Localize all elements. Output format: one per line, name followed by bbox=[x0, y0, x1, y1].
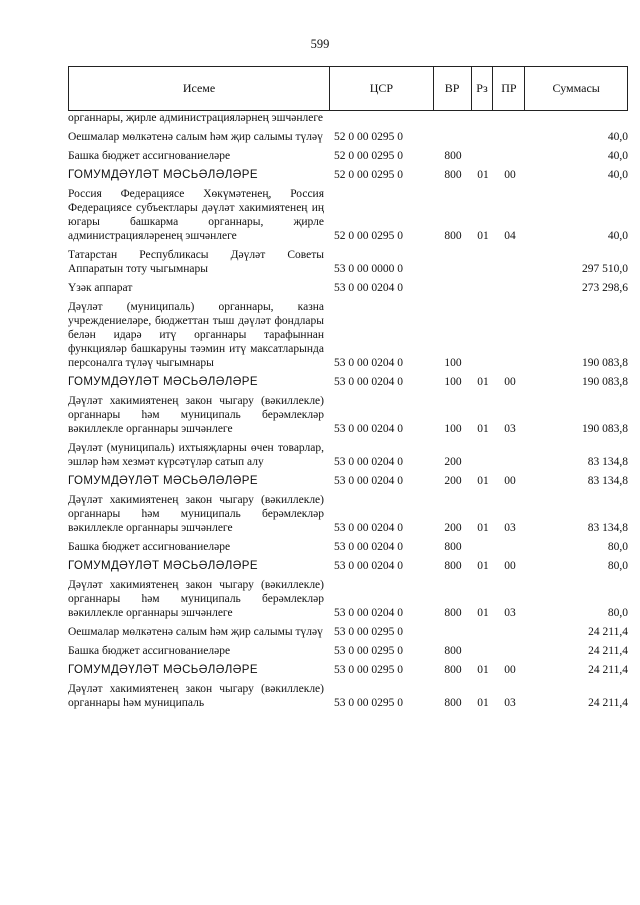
cell-name: Россия Федерациясе Хөкүмәтенең, Россия Федерациясе субъектлары дәүләт хакимиятенең иң югары башкарма органнары, җирле администрацияләренең эшчәнлеге bbox=[68, 188, 324, 242]
cell-sum: 83 134,8 bbox=[587, 475, 628, 487]
cell-vr: 800 bbox=[444, 560, 462, 572]
cell-name: Дәүләт хакимиятенең закон чыгару (вәкиллекле) органнары һәм муниципаль берәмлекләр вәкиллекле органнары эшчәнлеге bbox=[68, 494, 324, 534]
cell-name: Башка бюджет ассигнованиеләре bbox=[68, 541, 231, 553]
table-row bbox=[68, 493, 628, 535]
header-csr: ЦСР bbox=[330, 67, 434, 110]
cell-vr: 200 bbox=[444, 475, 462, 487]
cell-csr: 53 0 00 0204 0 bbox=[334, 456, 403, 468]
cell-vr: 100 bbox=[444, 376, 462, 388]
cell-sum: 24 211,4 bbox=[588, 697, 628, 709]
cell-rz: 01 bbox=[477, 664, 489, 676]
cell-rz: 01 bbox=[477, 607, 489, 619]
cell-sum: 190 083,8 bbox=[582, 376, 628, 388]
cell-rz: 01 bbox=[477, 169, 489, 181]
cell-sum: 24 211,4 bbox=[588, 626, 628, 638]
cell-name: органнары, җирле администрацияләрнең эшчәнлеге bbox=[68, 112, 324, 124]
table-row bbox=[68, 187, 628, 243]
cell-name: Башка бюджет ассигнованиеләре bbox=[68, 645, 231, 657]
cell-csr: 53 0 00 0204 0 bbox=[334, 522, 403, 534]
cell-sum: 83 134,8 bbox=[587, 522, 628, 534]
table-row bbox=[68, 130, 628, 144]
table-row bbox=[68, 111, 628, 125]
table-row bbox=[68, 644, 628, 658]
cell-pr: 00 bbox=[504, 664, 516, 676]
header-pr: ПР bbox=[493, 67, 525, 110]
table-row bbox=[68, 474, 628, 488]
cell-name: Дәүләт (муниципаль) ихтыяҗларны өчен товарлар, эшләр һәм хезмәт күрсәтүләр сатып алу bbox=[68, 442, 324, 468]
cell-vr: 800 bbox=[444, 697, 462, 709]
cell-pr: 03 bbox=[504, 423, 516, 435]
cell-pr: 04 bbox=[504, 230, 516, 242]
cell-sum: 24 211,4 bbox=[588, 664, 628, 676]
cell-csr: 52 0 00 0295 0 bbox=[334, 131, 403, 143]
cell-name: ГОМУМДӘҮЛӘТ МӘСЬӘЛӘЛӘРЕ bbox=[68, 664, 258, 676]
cell-csr: 53 0 00 0204 0 bbox=[334, 475, 403, 487]
cell-name: Үзәк аппарат bbox=[68, 282, 133, 294]
cell-sum: 40,0 bbox=[607, 230, 628, 242]
table-row bbox=[68, 149, 628, 163]
cell-sum: 40,0 bbox=[607, 131, 628, 143]
cell-name: Оешмалар мөлкәтенә салым һәм җир салымы түләү bbox=[68, 131, 323, 143]
cell-sum: 190 083,8 bbox=[582, 357, 628, 369]
cell-csr: 53 0 00 0204 0 bbox=[334, 541, 403, 553]
table-row bbox=[68, 559, 628, 573]
cell-sum: 83 134,8 bbox=[587, 456, 628, 468]
cell-vr: 800 bbox=[444, 664, 462, 676]
cell-sum: 273 298,6 bbox=[582, 282, 628, 294]
cell-pr: 03 bbox=[504, 522, 516, 534]
cell-pr: 00 bbox=[504, 169, 516, 181]
cell-csr: 53 0 00 0295 0 bbox=[334, 626, 403, 638]
cell-name: Дәүләт хакимиятенең закон чыгару (вәкиллекле) органнары һәм муниципаль берәмлекләр вәкиллекле органнары эшчәнлеге bbox=[68, 579, 324, 619]
cell-vr: 100 bbox=[444, 423, 462, 435]
cell-rz: 01 bbox=[477, 230, 489, 242]
cell-sum: 297 510,0 bbox=[582, 263, 628, 275]
cell-name: ГОМУМДӘҮЛӘТ МӘСЬӘЛӘЛӘРЕ bbox=[68, 475, 258, 487]
cell-name: ГОМУМДӘҮЛӘТ МӘСЬӘЛӘЛӘРЕ bbox=[68, 560, 258, 572]
table-row bbox=[68, 625, 628, 639]
cell-csr: 53 0 00 0204 0 bbox=[334, 560, 403, 572]
cell-csr: 53 0 00 0295 0 bbox=[334, 697, 403, 709]
budget-table bbox=[68, 66, 628, 710]
cell-rz: 01 bbox=[477, 376, 489, 388]
cell-csr: 53 0 00 0204 0 bbox=[334, 357, 403, 369]
cell-sum: 80,0 bbox=[607, 607, 628, 619]
cell-sum: 40,0 bbox=[607, 150, 628, 162]
table-body bbox=[68, 111, 628, 710]
cell-pr: 00 bbox=[504, 560, 516, 572]
cell-sum: 190 083,8 bbox=[582, 423, 628, 435]
page-number: 599 bbox=[310, 37, 330, 51]
cell-rz: 01 bbox=[477, 423, 489, 435]
cell-pr: 03 bbox=[504, 607, 516, 619]
cell-csr: 53 0 00 0204 0 bbox=[334, 282, 403, 294]
cell-sum: 80,0 bbox=[607, 541, 628, 553]
table-row bbox=[68, 441, 628, 469]
table-row bbox=[68, 248, 628, 276]
cell-name: Оешмалар мөлкәтенә салым һәм җир салымы түләү bbox=[68, 626, 323, 638]
cell-name: Дәүләт хакимиятенең закон чыгару (вәкиллекле) органнары һәм муниципаль берәмлекләр вәкиллекле органнары эшчәнлеге bbox=[68, 395, 324, 435]
cell-csr: 52 0 00 0295 0 bbox=[334, 169, 403, 181]
table-row bbox=[68, 281, 628, 295]
header-vr: ВР bbox=[434, 67, 472, 110]
cell-csr: 53 0 00 0204 0 bbox=[334, 376, 403, 388]
cell-name: ГОМУМДӘҮЛӘТ МӘСЬӘЛӘЛӘРЕ bbox=[68, 376, 258, 388]
cell-csr: 53 0 00 0295 0 bbox=[334, 664, 403, 676]
cell-vr: 200 bbox=[444, 456, 462, 468]
table-header bbox=[68, 66, 628, 111]
table-row bbox=[68, 663, 628, 677]
cell-vr: 800 bbox=[444, 230, 462, 242]
cell-vr: 800 bbox=[444, 541, 462, 553]
header-name: Исеме bbox=[69, 67, 330, 110]
table-row bbox=[68, 300, 628, 370]
cell-vr: 800 bbox=[444, 645, 462, 657]
cell-csr: 53 0 00 0295 0 bbox=[334, 645, 403, 657]
table-row bbox=[68, 168, 628, 182]
header-sum: Суммасы bbox=[552, 81, 600, 95]
cell-csr: 52 0 00 0295 0 bbox=[334, 150, 403, 162]
cell-rz: 01 bbox=[477, 560, 489, 572]
cell-csr: 53 0 00 0000 0 bbox=[334, 263, 403, 275]
table-row bbox=[68, 375, 628, 389]
cell-vr: 100 bbox=[444, 357, 462, 369]
table-row bbox=[68, 540, 628, 554]
cell-csr: 53 0 00 0204 0 bbox=[334, 607, 403, 619]
header-rz: Рз bbox=[472, 67, 494, 110]
cell-vr: 800 bbox=[444, 150, 462, 162]
cell-rz: 01 bbox=[477, 475, 489, 487]
cell-name: Башка бюджет ассигнованиеләре bbox=[68, 150, 231, 162]
cell-sum: 40,0 bbox=[607, 169, 628, 181]
table-row bbox=[68, 682, 628, 710]
cell-vr: 200 bbox=[444, 522, 462, 534]
cell-pr: 00 bbox=[504, 475, 516, 487]
cell-name: Татарстан Республикасы Дәүләт Советы Аппаратын тоту чыгымнары bbox=[68, 249, 324, 275]
table-row bbox=[68, 578, 628, 620]
cell-name: ГОМУМДӘҮЛӘТ МӘСЬӘЛӘЛӘРЕ bbox=[68, 169, 258, 181]
cell-vr: 800 bbox=[444, 607, 462, 619]
cell-pr: 00 bbox=[504, 376, 516, 388]
cell-csr: 52 0 00 0295 0 bbox=[334, 230, 403, 242]
cell-pr: 03 bbox=[504, 697, 516, 709]
cell-name: Дәүләт (муниципаль) органнары, казна учреждениеләре, бюджеттан тыш дәүләт фондлары белән идарә итү органнары тарафыннан функцияләр башкаруны тәэмин итү максатларында персоналга түләү чыгымнары bbox=[68, 301, 324, 369]
cell-rz: 01 bbox=[477, 697, 489, 709]
cell-vr: 800 bbox=[444, 169, 462, 181]
cell-csr: 53 0 00 0204 0 bbox=[334, 423, 403, 435]
table-row bbox=[68, 394, 628, 436]
cell-sum: 24 211,4 bbox=[588, 645, 628, 657]
cell-sum: 80,0 bbox=[607, 560, 628, 572]
cell-rz: 01 bbox=[477, 522, 489, 534]
cell-name: Дәүләт хакимиятенең закон чыгару (вәкиллекле) органнары һәм муниципаль bbox=[68, 683, 324, 709]
